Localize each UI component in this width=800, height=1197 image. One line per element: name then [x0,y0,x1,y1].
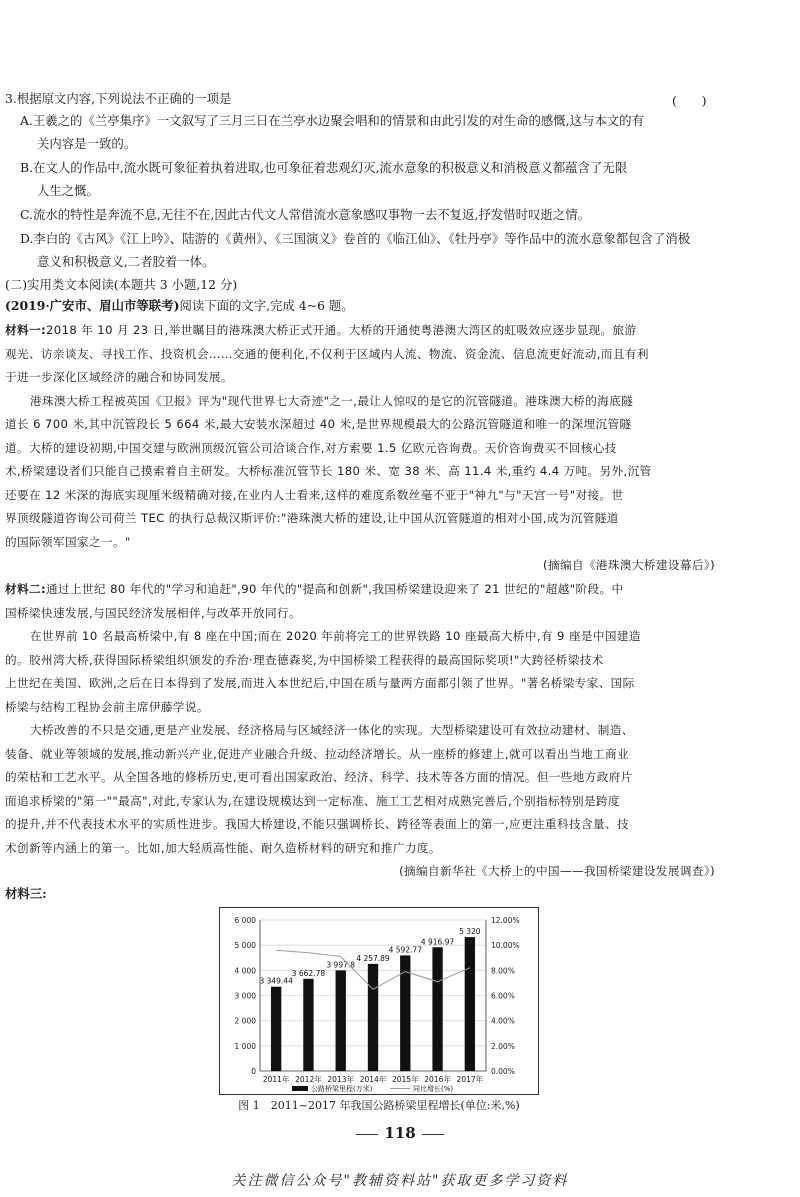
material-1-text: 2018 年 10 月 23 日,举世瞩目的港珠澳大桥正式开通。大桥的开通使粤港澳大湾区的虹吸效应逐步显现。旅游 [46,323,637,337]
y-left-tick-label: 3 000 [234,991,256,1001]
material-2-line-8: 装备、就业等领域的发展,推动新兴产业,促进产业融合升级、拉动经济增长。从一座桥的修建上,就可以看出当地工商业 [5,747,629,761]
material-2-line-1 [5,581,725,597]
y-left-tick-label: 1 000 [234,1041,256,1051]
material-2-line-3: 在世界前 10 名最高桥梁中,有 8 座在中国;而在 2020 年前将完工的世界铁路 10 座最高大桥中,有 9 座是中国建造 [30,629,641,643]
material-2-line-6: 桥梁与结构工程协会前主席伊藤学说。 [5,700,209,714]
option-b-line-1: B.在文人的作品中,流水既可象征着执着进取,也可象征着悲观幻灭,流水意象的积极意义和消极意义都蕴含了无限 [20,160,628,175]
material-1-line-2: 观光、访亲谈友、寻找工作、投资机会……交通的便利化,不仅利于区域内人流、物流、资金流、信息流更好流动,而且有利 [5,347,649,361]
material-2-line-5: 上世纪在美国、欧洲,之后在日本得到了发展,而进入本世纪后,中国在质与量两方面都引领了世界。"著名桥梁专家、国际 [5,676,635,690]
y-right-tick-label: 0.00% [491,1067,515,1076]
material-1-label: 材料一: [5,323,47,337]
bar-value-label: 4 257.89 [356,953,390,963]
bar-value-label: 3 997.8 [326,960,356,970]
y-right-tick-label: 6.00% [491,991,515,1001]
source-tag: (2019·广安市、眉山市等联考) [5,298,180,313]
option-a-line-1: A.王羲之的《兰亭集序》一文叙写了三月三日在兰亭水边聚会唱和的情景和由此引发的对生命的感慨,这与本文的有 [20,113,644,128]
material-2-label: 材料二: [5,582,47,596]
legend-bar-label: 公路桥梁里程(万米) [311,1085,373,1093]
bar [432,947,442,1071]
bar-value-label: 5 320 [459,927,481,937]
bar [303,979,313,1071]
question-3-stem: 3.根据原文内容,下列说法不正确的一项是 [5,91,232,106]
material-1-line-8: 还要在 12 米深的海底实现厘米级精确对接,在业内人士看来,这样的难度系数丝毫不亚于"神九"与"天宫一号"对接。世 [5,488,624,502]
section-instruction: 阅读下面的文字,完成 4~6 题。 [179,298,354,313]
bar-value-label: 3 662.78 [291,968,326,978]
y-right-tick-label: 8.00% [491,966,515,976]
bar-value-label: 4 592.77 [388,945,422,955]
material-2-line-12: 术创新等内涵上的第一。比如,加大轻质高性能、耐久造桥材料的研究和推广力度。 [5,841,441,855]
x-tick-label: 2012年 [295,1075,322,1084]
answer-blank: ( ) [672,93,707,108]
material-1-line-7: 术,桥梁建设者们只能自己摸索着自主研发。大桥标准沉管节长 180 米、宽 38 米、高 11.4 米,重约 4.4 万吨。另外,沉管 [5,464,652,478]
material-2-line-11: 的提升,并不代表技术水平的实质性进步。我国大桥建设,不能只强调桥长、跨径等表面上的第一,应更注重科技含量、技 [5,817,629,831]
material-1-line-1 [5,322,725,338]
chart-caption: 图 1 2011~2017 年我国公路桥梁里程增长(单位:米,%) [238,1099,520,1112]
legend-bar-swatch [292,1086,308,1091]
material-1-line-4: 港珠澳大桥工程被英国《卫报》评为"现代世界七大奇迹"之一,最让人惊叹的是它的沉管隧道。港珠澳大桥的海底隧 [30,394,634,408]
option-c-line-1: C.流水的特性是奔流不息,无往不在,因此古代文人常借流水意象感叹事物一去不复返,抒发惜时叹逝之情。 [20,207,590,222]
bar-value-label: 4 916.97 [420,937,455,947]
bar-value-label: 3 349.44 [259,976,293,986]
material-2-source: (摘编自新华社《大桥上的中国——我国桥梁建设发展调查》) [399,864,715,878]
material-2-line-10: 面追求桥梁的"第一""最高",对此,专家认为,在建设规模达到一定标准、施工工艺相对成熟完善后,个别指标特别是跨度 [5,794,620,808]
material-2-line-7: 大桥改善的不只是交通,更是产业发展、经济格局与区域经济一体化的实现。大型桥梁建设可有效拉动建材、制造、 [30,723,634,737]
material-2-line-4: 的。胶州湾大桥,获得国际桥梁组织颁发的乔治·理查德森奖,为中国桥梁工程获得的最高国际奖项!"大跨径桥梁技术 [5,653,604,667]
bar [336,970,346,1071]
option-a-line-2: 关内容是一致的。 [37,136,137,151]
footer-note: 关注微信公众号"教辅资料站"获取更多学习资料 [231,1173,569,1189]
material-3-label: 材料三: [5,886,47,901]
x-tick-label: 2015年 [391,1075,419,1084]
y-right-tick-label: 12.00% [491,916,520,925]
material-1-line-10: 的国际领军国家之一。" [5,535,131,549]
option-d-line-1: D.李白的《古风》《江上吟》、陆游的《黄州》、《三国演义》卷首的《临江仙》、《牡丹亭》等作品中的流水意象都包含了消极 [20,231,691,246]
bar [271,987,281,1071]
material-1-line-3: 于进一步深化区域经济的融合和协同发展。 [5,370,233,384]
material-1-source: (摘编自《港珠澳大桥建设幕后》) [543,558,715,572]
material-1-line-5: 道长 6 700 米,其中沉管段长 5 664 米,最大安装水深超过 40 米,是世界规模最大的公路沉管隧道和唯一的深埋沉管隧 [5,417,632,431]
material-2-line-9: 的荣枯和工艺水平。从全国各地的修桥历史,更可看出国家政治、经济、科学、技术等各方面的情况。但一些地方政府片 [5,770,633,784]
y-left-tick-label: 4 000 [234,966,256,976]
chart-canvas [220,908,540,1096]
legend-line-label: 同比增长(%) [413,1085,454,1093]
option-b-line-2: 人生之慨。 [37,183,99,198]
y-right-tick-label: 10.00% [491,941,520,951]
section-heading: (二)实用类文本阅读(本题共 3 小题,12 分) [5,277,238,292]
x-tick-label: 2011年 [262,1075,290,1084]
page-number-dash-right [422,1134,444,1135]
bridge-mileage-chart [219,907,539,1095]
page-number-block [0,1124,800,1142]
x-tick-label: 2017年 [456,1075,484,1084]
option-d-line-2: 意义和积极意义,二者胶着一体。 [37,254,215,269]
bar [368,964,378,1071]
y-right-tick-label: 2.00% [491,1041,515,1051]
y-left-tick-label: 2 000 [234,1016,256,1026]
material-1-line-9: 界顶级隧道咨询公司荷兰 TEC 的执行总裁汉斯评价:"港珠澳大桥的建设,让中国从沉管隧道的相对小国,成为沉管隧道 [5,511,619,525]
page-number-dash-left [356,1134,378,1135]
page-number: 118 [384,1124,416,1142]
y-left-tick-label: 6 000 [234,916,256,925]
bar [465,937,475,1071]
material-2-text: 通过上世纪 80 年代的"学习和追赶",90 年代的"提高和创新",我国桥梁建设迎来了 21 世纪的"超越"阶段。中 [46,582,624,596]
x-tick-label: 2013年 [327,1075,355,1084]
y-right-tick-label: 4.00% [491,1016,515,1026]
section-intro [5,298,725,314]
y-left-tick-label: 0 [251,1067,256,1076]
x-tick-label: 2016年 [424,1075,451,1084]
material-2-line-2: 国桥梁快速发展,与国民经济发展相伴,与改革开放同行。 [5,606,302,620]
material-1-line-6: 道。大桥的建设初期,中国交建与欧洲顶级沉管公司洽谈合作,对方索要 1.5 亿欧元咨询费。天价咨询费买不回核心技 [5,441,617,455]
y-left-tick-label: 5 000 [234,941,256,951]
x-tick-label: 2014年 [359,1075,387,1084]
